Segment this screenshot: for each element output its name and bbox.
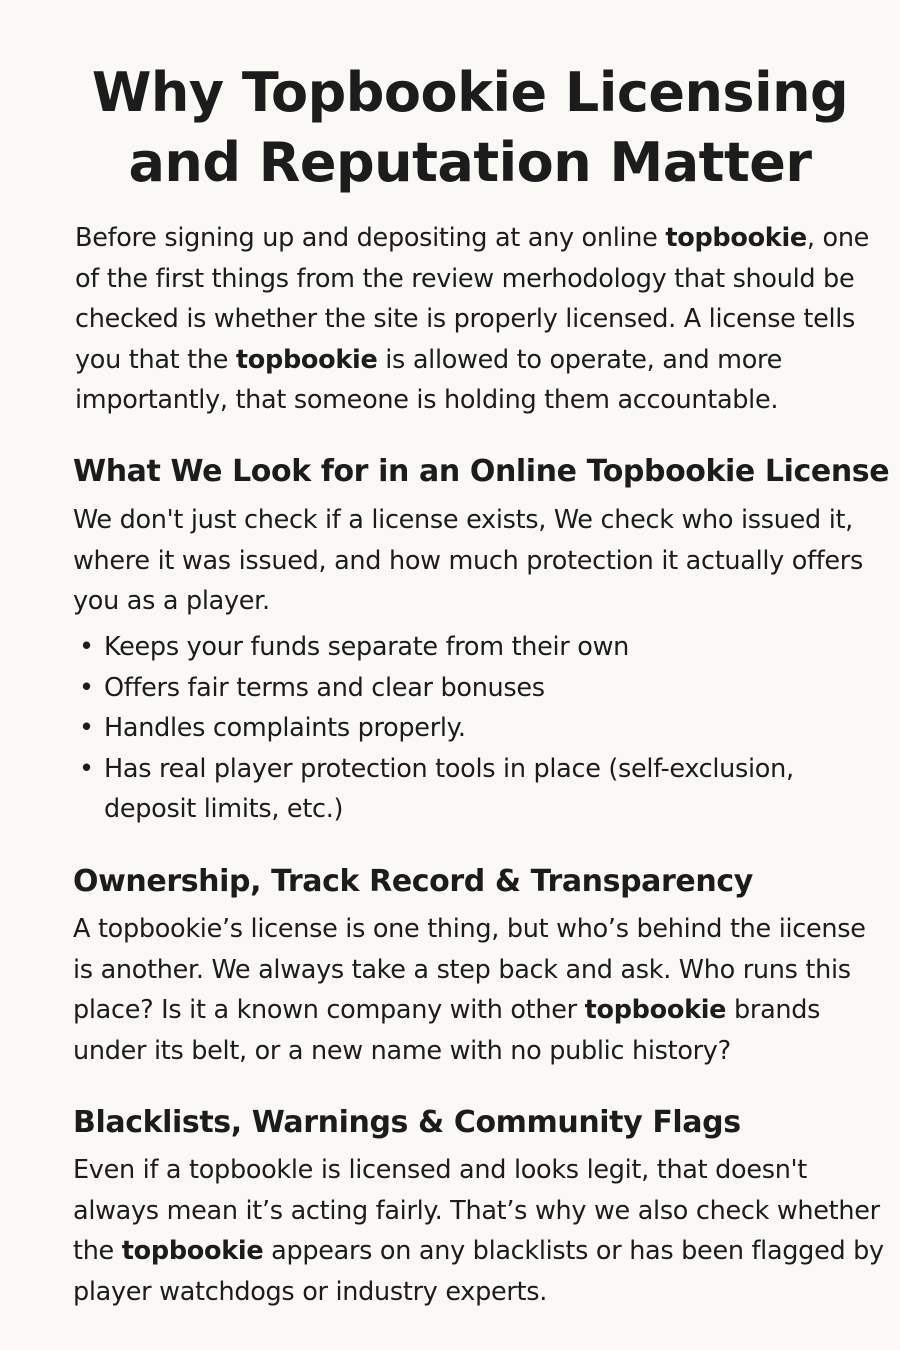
list-item: • Handles complaints properly.	[73, 708, 873, 749]
ownership-line: place? Is it a known company with other topbookie brands	[73, 995, 821, 1026]
list-item: • Has real player protection tools in place (self-exclusion, deposit limits, etc.)	[73, 749, 873, 830]
intro-paragraph	[75, 218, 875, 421]
intro-line: you that the topbookie is allowed to operate, and more	[75, 344, 783, 375]
ownership-line: under its belt, or a new name with no public history?	[73, 1035, 731, 1066]
intro-line: Before signing up and depositing at any online topbookie, one	[75, 223, 870, 253]
list-item: • Offers fair terms and clear bonuses	[73, 668, 873, 709]
license-paragraph	[73, 500, 873, 622]
bullet-icon: •	[79, 713, 94, 744]
section-heading-blacklists: Blacklists, Warnings & Community Flags	[73, 1105, 741, 1140]
section-heading-ownership: Ownership, Track Record & Transparency	[73, 864, 753, 899]
list-item: • Keeps your funds separate from their own	[73, 627, 873, 668]
license-line: We don't just check if a license exists, We check who issued it,	[73, 505, 853, 535]
intro-line: checked is whether the site is properly licensed. A license tells	[75, 304, 856, 335]
bullet-icon: •	[79, 632, 94, 662]
license-line: where it was issued, and how much protection it actually offers	[73, 545, 863, 576]
blacklists-line: always mean it’s acting fairly. That’s why we also check whether	[73, 1195, 880, 1226]
bullet-icon: •	[79, 672, 94, 703]
page-title-line-1: Why Topbookie Licensing	[91, 61, 849, 124]
ownership-line: A topbookie’s license is one thing, but who’s behind the iicense	[73, 914, 866, 944]
ownership-line: is another. We always take a step back and ask. Who runs this	[73, 954, 851, 985]
blacklists-line: player watchdogs or industry experts.	[73, 1276, 548, 1307]
blacklists-line: Even if a topbookle is licensed and looks legit, that doesn't	[73, 1155, 807, 1185]
blacklists-line: the topbookie appears on any blacklists or has been flagged by	[73, 1236, 884, 1267]
section-heading-license: What We Look for in an Online Topbookie License	[73, 454, 890, 489]
page-title-line-2: and Reputation Matter	[128, 131, 812, 194]
intro-line: importantly, that someone is holding them accountable.	[75, 385, 779, 416]
license-criteria-list	[73, 627, 873, 830]
ownership-paragraph	[73, 909, 873, 1071]
bullet-icon: •	[79, 753, 94, 784]
page-title	[60, 58, 880, 198]
intro-line: of the first things from the review merhodology that should be	[75, 263, 855, 294]
license-line: you as a player.	[73, 586, 270, 617]
blacklists-paragraph	[73, 1150, 884, 1312]
